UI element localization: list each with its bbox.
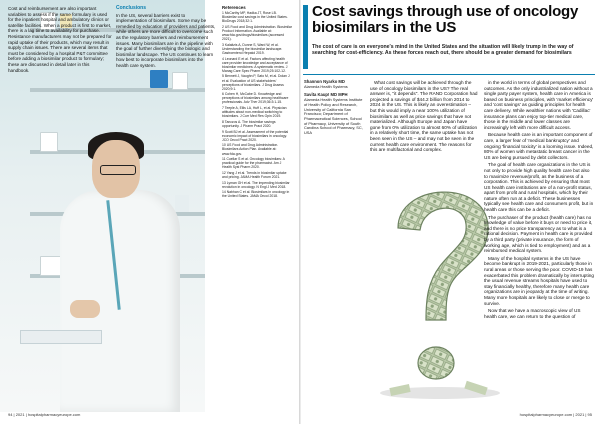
reference-item: 12 Yang J et al. Trends in biosimilar uptake and pricing. JAMA Health Forum 2021. [222, 170, 287, 179]
body-paragraph: Now that we have a macroscopic view of US health care, we can return to the question of [484, 308, 581, 319]
glasses-icon [100, 165, 136, 175]
author-affiliation: Alameda Health Systems [304, 83, 348, 89]
body-paragraph: What cost savings will be achieved through the use of oncology biosimilars in the US? The real answer is, "it depends". The RAND Corporation had projected a savings of $44.2 billion from 2014 to 2024 in the US. This is likely an overestimation – but this would imply a near 100% utilization of biosimilars as well as price savings that have not materialized. Although Europe and Japan have gone from 0% utilization to almost 60% of utilization in a relatively short time, the same uptake has not been seen in the US – and may not be seen in the current health care environment. The reasons for this are multifactorial and complex. [370, 80, 478, 153]
reference-item: 7 Teeple A, Ellis LA, Huff L, et al. Physician attitudes about non-medical switching to biosimilars. J Curr Med Res Opin 2019. [222, 106, 287, 119]
medicine-box [40, 132, 58, 152]
left-footer: 94 | 2021 | hospitalpharmacyeurope.com [8, 412, 81, 417]
article-column-3 [484, 80, 594, 406]
pill-tray [20, 330, 102, 344]
article-title: Cost savings through use of oncology biosimilars in the US [312, 3, 579, 36]
body-paragraph: Many of the hospital systems in the US have become bankrupt in 2019-2021, particularly those in rural areas or those serving the poor. COVID-19 has exacerbated this problem dramatically by interrupting the usual revenue streams hospitals have used to stay financially healthy, therefore many health care organizations are in jeopardy at the time of writing. Many more hospitals are likely to close or merge to survive. [484, 255, 594, 306]
body-paragraph: in the world in terms of global perspectives and outcomes. As the only industrialized nation without a single party payer system, health care in America is based on business principles, with 'market efficiency' and 'cost savings' as guiding principles for health care delivery. While wealthier nations with 'Cadillac' insurance plans can enjoy top-tier medical care, those in the middle and lower classes are increasingly left with more difficult access. [484, 80, 594, 130]
author-name: Savita Kaup! MD MPH [304, 92, 348, 98]
reference-item: 14 Nabhan C et al. Biosimilars in oncology in the United States. JAMA Oncol 2018. [222, 190, 290, 199]
medicine-box [40, 256, 62, 276]
body-paragraph: Because health care is an important component of care, a larger fear of 'medical bankruptcy' and ongoing 'financial toxicity' is a looming issue. Indeed, 80% of women with metastatic breast cancer in the US are being pursued by debt collectors. [484, 132, 594, 160]
author-block [304, 93, 366, 135]
reference-item: 8 Tanczos A. The biosimilar savings opportunity. J Pharm Pract 2020. [222, 119, 276, 128]
conclusions-text: In the US, several barriers exist to implementation of biosimilars. Some may be remedied by education of providers and patients, while others are more difficult to overcome such as the regulatory barriers and reimbursement issues. Many biosimilars are in the pipeline with the goal of further diversifying the biologic and biosimilar landscape. The US continues to learn how best to incorporate biosimilars into the health care system. [116, 12, 216, 68]
author-name: Shannon Nyarko MD [304, 79, 345, 84]
conclusions-section [116, 6, 216, 69]
body-paragraph: The purchaser of the product (health care) has no knowledge of value before it buys or need to price it, and there is no price transparency as to what is a rational decision. Payment in health care is provided by a third party (private insurance, the form of working age, which is tied to employment) and as a reimbursed medical system. [484, 214, 593, 254]
reference-item: 5 Bennett J, Vaughn P, Sato M, et al. Dolan J et al. Evaluation of US stakeholders' perceptions of biosimilars. J Drug Assess 2020;9:1. [222, 74, 290, 91]
left-body-text [8, 6, 112, 76]
author-block [304, 80, 366, 89]
page-gutter [299, 0, 301, 424]
reference-item: 1 McCarthy MP, Hadka JT, Rose LB. Biosimilar cost savings in the United States. BioDrugs 2018;32:1. [222, 11, 288, 24]
reference-item: 10 US Food and Drug Administration. Biosimilars Action Plan. Available at: www.fda.gov. [222, 143, 279, 156]
medicine-box [175, 195, 189, 212]
article-column-2 [370, 80, 478, 155]
hand [70, 300, 100, 318]
reference-item: 13 Lyman GH et al. The impending biosimilar revolution in oncology. N Engl J Med 2018. [222, 180, 290, 189]
medicine-box [172, 72, 188, 90]
references-heading: References [222, 6, 246, 10]
reference-item: 11 Cuellar S et al. Oncology biosimilars: A practical guide for the pharmacist. Am J Health Syst Pharm 2020. [222, 157, 285, 170]
reference-item: 2 US Food and Drug Administration. Biosimilar Product Information. Available at: www.fda.gov/drugs/biosimilars (accessed 2021). [222, 24, 292, 42]
reference-item: 4 Leonard E et al. Factors affecting health care provider knowledge and acceptance of biosimilar medicines: A systematic review. J Manag Care Spec Pharm 2019;25:102-12. [222, 56, 288, 73]
author-column [304, 80, 366, 140]
right-footer: hospitalpharmacyeurope.com | 2021 | 95 [519, 412, 592, 417]
body-paragraph: The goal of health care organizations in the US is not only to provide high quality health care but also to maximize revenue/profit, as the business of a corporation. This is achieved by ensuring that most US health care institutions are of a non-profit status, apart from profit and rural hospitals, which by their nature often run at a deficit. These businesses typically see health care and consumers profit, but in health care this can be a deficit. [484, 162, 594, 213]
reference-item: 9 Scott BJ et al. Assessment of the potential economic impact of biosimilars in oncology. JCO Oncol Pract 2020. [222, 129, 289, 142]
medicine-box [150, 70, 168, 88]
author-affiliation: Alameda Health Systems Institute of Health Policy and Research, University of California San Francisco; Department of Pharmaceutical Sciences, School of Pharmacy, University of South Carolina School of Pharmacy, SC, USA [304, 97, 363, 136]
conclusions-heading: Conclusions [116, 5, 147, 11]
title-accent-bar [303, 5, 308, 69]
body-paragraph: Cost and reimbursement are also important variables to assess if the same formulary is used for the inpatient hospital and ambulatory clinics or satellite facilities. When a product is first to market, there is a lag time to availability for purchase. Resistance manufacturers may not be prepared for rapid uptake of their products, which may result in supply chain issues. There are several items that must be considered by a hospital P&T committee before adding a biosimilar product to formulary; these are discussed in detail later in this handbook. [8, 6, 112, 73]
article-standfirst: The cost of care is on everyone's mind in the United States and the situation will likely trump in the way of searching for cost-efficiency. As these forces reach out, there should be a greater demand for biosimilars [312, 44, 574, 57]
references-section [222, 6, 292, 406]
header-divider [303, 74, 595, 75]
reference-item: 6 Cohen H, McCabe D. Knowledge and perceptions of biosimilars among healthcare professionals. Adv Ther 2019;36:3:1-15. [222, 92, 289, 105]
reference-item: 3 Kalaitzis A, Dunne S, Ward W, et al. Understanding the biosimilar landscape. Gastroenterol Hepatol 2019. [222, 42, 283, 55]
